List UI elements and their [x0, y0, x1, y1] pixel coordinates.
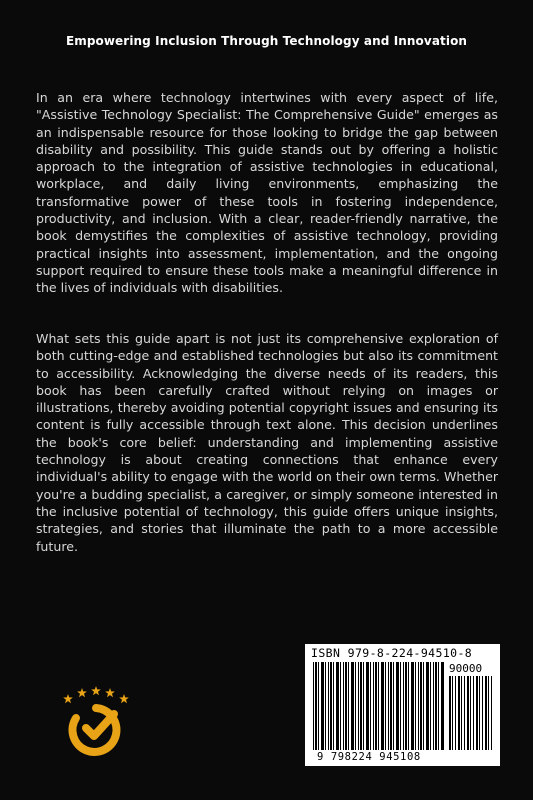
- isbn-digits: 9 798224 945108: [317, 751, 421, 763]
- price-code: 90000: [449, 662, 483, 675]
- tagline: Empowering Inclusion Through Technology and Innovation: [65, 34, 468, 48]
- isbn-label: ISBN 979-8-224-94510-8: [311, 646, 473, 660]
- barcode-bars: [313, 662, 445, 750]
- description-paragraph-2: What sets this guide apart is not just its comprehensive exploration of both cutting-edge and established technologies but also its commitment to accessibility. Acknowledging the diverse needs of its readers, this book has been carefully crafted without relying on images or illustrations, thereby avoiding potential copyright issues and ensuring its content is fully accessible through text alone. This decision underlines the book's core belief: understanding and implementing assistive technology is about creating connections that enhance every individual's ability to engage with the world on their own terms. Whether you're a budding specialist, a caregiver, or simply someone interested in the inclusive potential of technology, this guide offers unique insights, strategies, and stories that illuminate the path to a more accessible future.: [36, 331, 498, 554]
- isbn-barcode: [305, 644, 500, 766]
- quality-badge-icon: [56, 684, 136, 760]
- price-barcode-bars: [449, 676, 493, 750]
- description-paragraph-1: In an era where technology intertwines with every aspect of life, "Assistive Technology Specialist: The Comprehensive Guide" emerges as an indispensable resource for those looking to bridge the gap between disability and possibility. This guide stands out by offering a holistic approach to the integration of assistive technologies in educational, workplace, and daily living environments, emphasizing the transformative power of these tools in fostering independence, productivity, and inclusion. With a clear, reader-friendly narrative, the book demystifies the complexities of assistive technology, providing practical insights into assessment, implementation, and the ongoing support required to ensure these tools make a meaningful difference in the lives of individuals with disabilities.: [36, 90, 498, 296]
